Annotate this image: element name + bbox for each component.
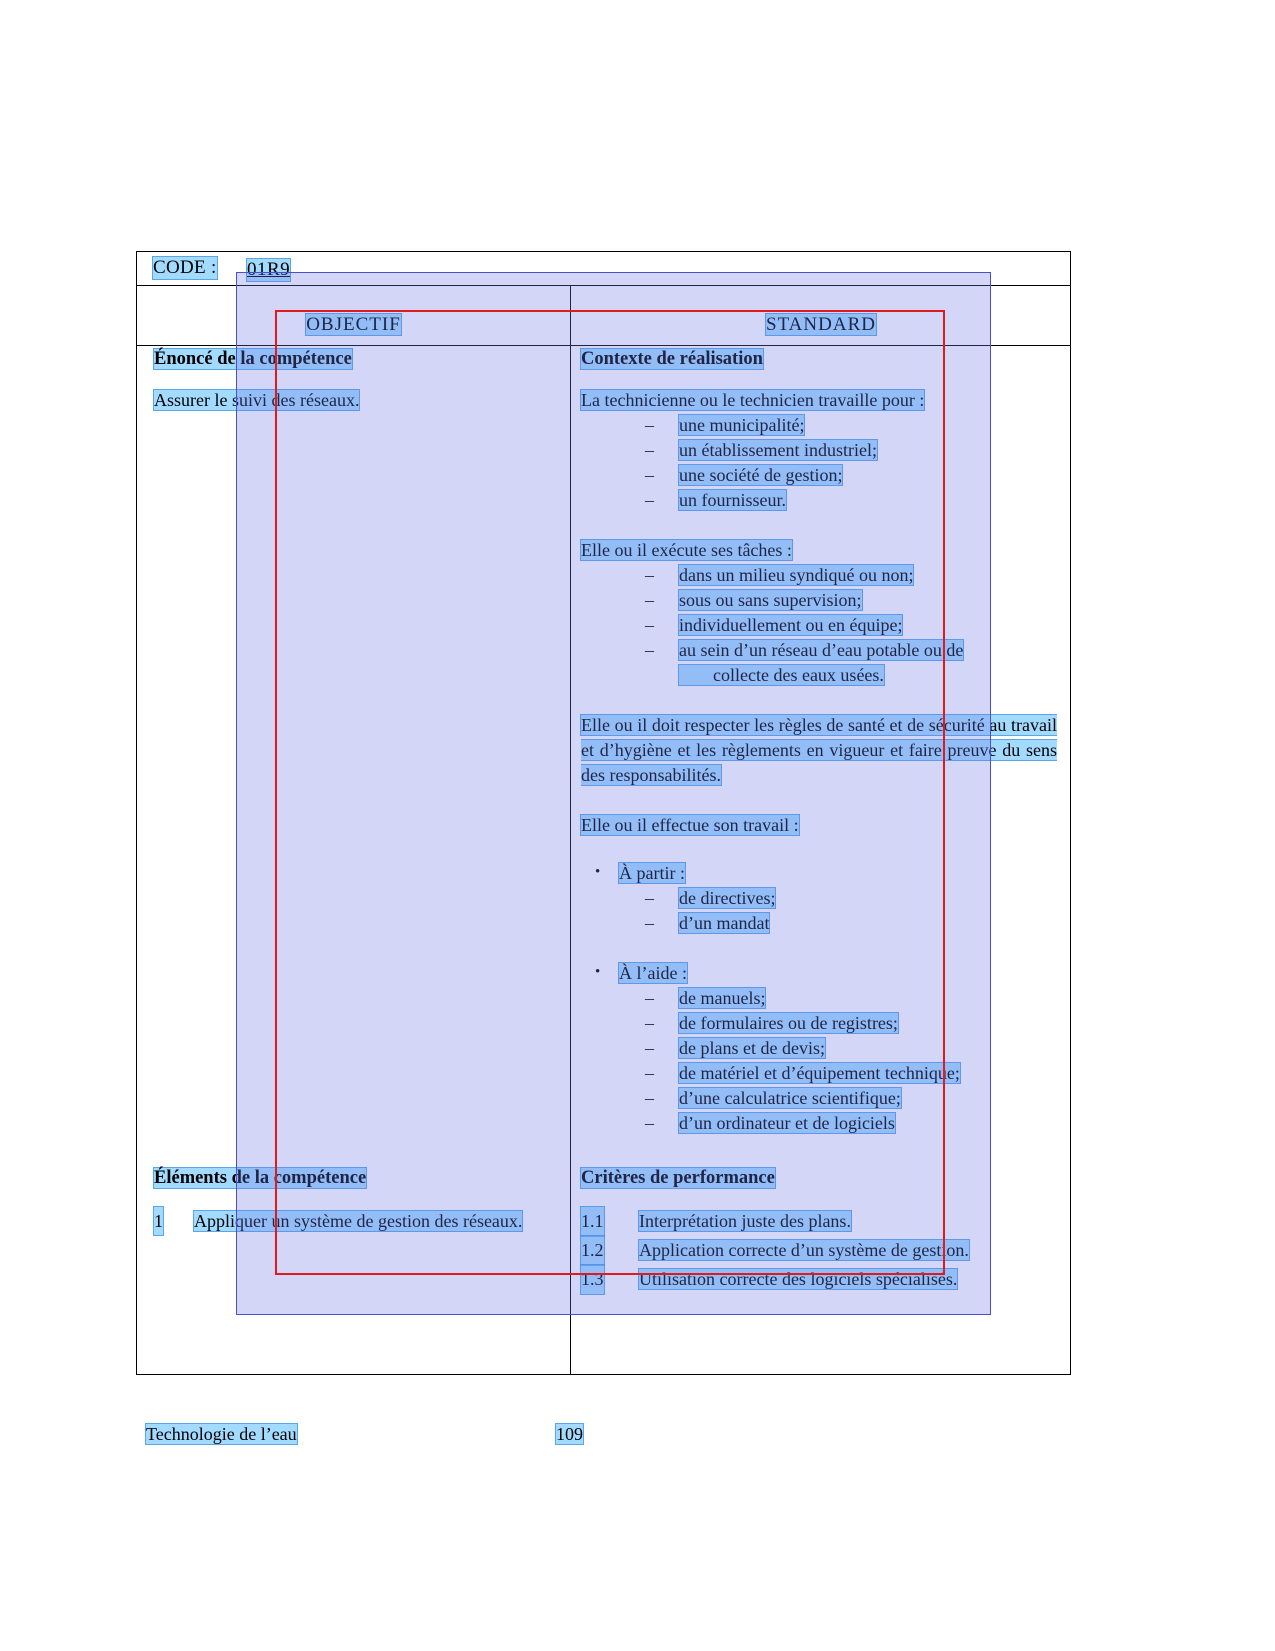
elements-column: [154, 1167, 569, 1237]
list-item: – au sein d’un réseau d’eau potable ou de collecte des eaux usées.: [645, 638, 1057, 688]
contexte-bullet-2-list: [581, 986, 1057, 1136]
code-row: [137, 252, 1070, 286]
list-item: – d’un ordinateur et de logiciels: [645, 1111, 1057, 1136]
list-item: – d’une calculatrice scientifique;: [645, 1086, 1057, 1111]
elements-title: Éléments de la compétence: [154, 1168, 367, 1188]
list-item: – un fournisseur.: [645, 488, 1057, 513]
competence-title: Énoncé de la compétence: [154, 349, 352, 369]
list-item: – dans un milieu syndiqué ou non;: [645, 563, 1057, 588]
code-value: 01R9: [247, 259, 291, 280]
criteres-title: Critères de performance: [581, 1168, 775, 1188]
contexte-list-2: [581, 563, 1057, 688]
list-item: – de plans et de devis;: [645, 1036, 1057, 1061]
competency-table: [136, 251, 1071, 1375]
column-divider: [570, 286, 571, 1374]
list-item: – une municipalité;: [645, 413, 1057, 438]
code-label: CODE :: [153, 257, 217, 278]
list-item: – de formulaires ou de registres;: [645, 1011, 1057, 1036]
contexte-title: Contexte de réalisation: [581, 349, 763, 369]
list-item: – un établissement industriel;: [645, 438, 1057, 463]
contexte-paragraph-3: Elle ou il doit respecter les règles de santé et de sécurité au travail et d’hygiène et les règlements en vigueur et faire preuve du sens des responsabilités.: [581, 715, 1057, 786]
bullet-item: • À partir :: [585, 861, 1057, 886]
list-item: – sous ou sans supervision;: [645, 588, 1057, 613]
list-item: – de directives;: [645, 886, 1057, 911]
objectif-column: [154, 348, 564, 413]
element-row: [154, 1207, 569, 1235]
critere-text: Utilisation correcte des logiciels spécialisés.: [639, 1269, 958, 1290]
critere-number: 1.1: [581, 1207, 604, 1236]
contexte-bullet-1-list: [581, 886, 1057, 936]
element-text: Appliquer un système de gestion des réseaux.: [194, 1211, 523, 1232]
list-item: – individuellement ou en équipe;: [645, 613, 1057, 638]
bullet-item: • À l’aide :: [585, 961, 1057, 986]
contexte-bullet-group-2: [581, 961, 1057, 986]
contexte-intro-1: La technicienne ou le technicien travaille pour :: [581, 390, 925, 411]
footer-program: Technologie de l’eau: [146, 1424, 297, 1444]
critere-row: [581, 1265, 1061, 1294]
list-item: – de manuels;: [645, 986, 1057, 1011]
list-item: – d’un mandat: [645, 911, 1057, 936]
critere-text: Application correcte d’un système de gestion.: [639, 1240, 969, 1261]
critere-row: [581, 1207, 1061, 1236]
contexte-list-1: [581, 413, 1057, 513]
contexte-intro-2: Elle ou il exécute ses tâches :: [581, 540, 792, 561]
critere-text: Interprétation juste des plans.: [639, 1211, 851, 1232]
contexte-intro-4: Elle ou il effectue son travail :: [581, 815, 799, 836]
element-number: 1: [154, 1207, 163, 1235]
critere-number: 1.2: [581, 1236, 604, 1265]
footer-page-number: 109: [556, 1424, 583, 1444]
competence-text: Assurer le suivi des réseaux.: [154, 390, 360, 411]
header-standard: STANDARD: [766, 314, 876, 335]
list-item: – une société de gestion;: [645, 463, 1057, 488]
critere-row: [581, 1236, 1061, 1265]
list-item: – de matériel et d’équipement technique;: [645, 1061, 1057, 1086]
criteres-column: [581, 1167, 1061, 1294]
header-objectif: OBJECTIF: [306, 314, 401, 335]
critere-number: 1.3: [581, 1265, 604, 1294]
standard-column: [581, 348, 1057, 1136]
list-item-continuation: collecte des eaux usées.: [679, 665, 884, 685]
contexte-bullet-group-1: [581, 861, 1057, 886]
